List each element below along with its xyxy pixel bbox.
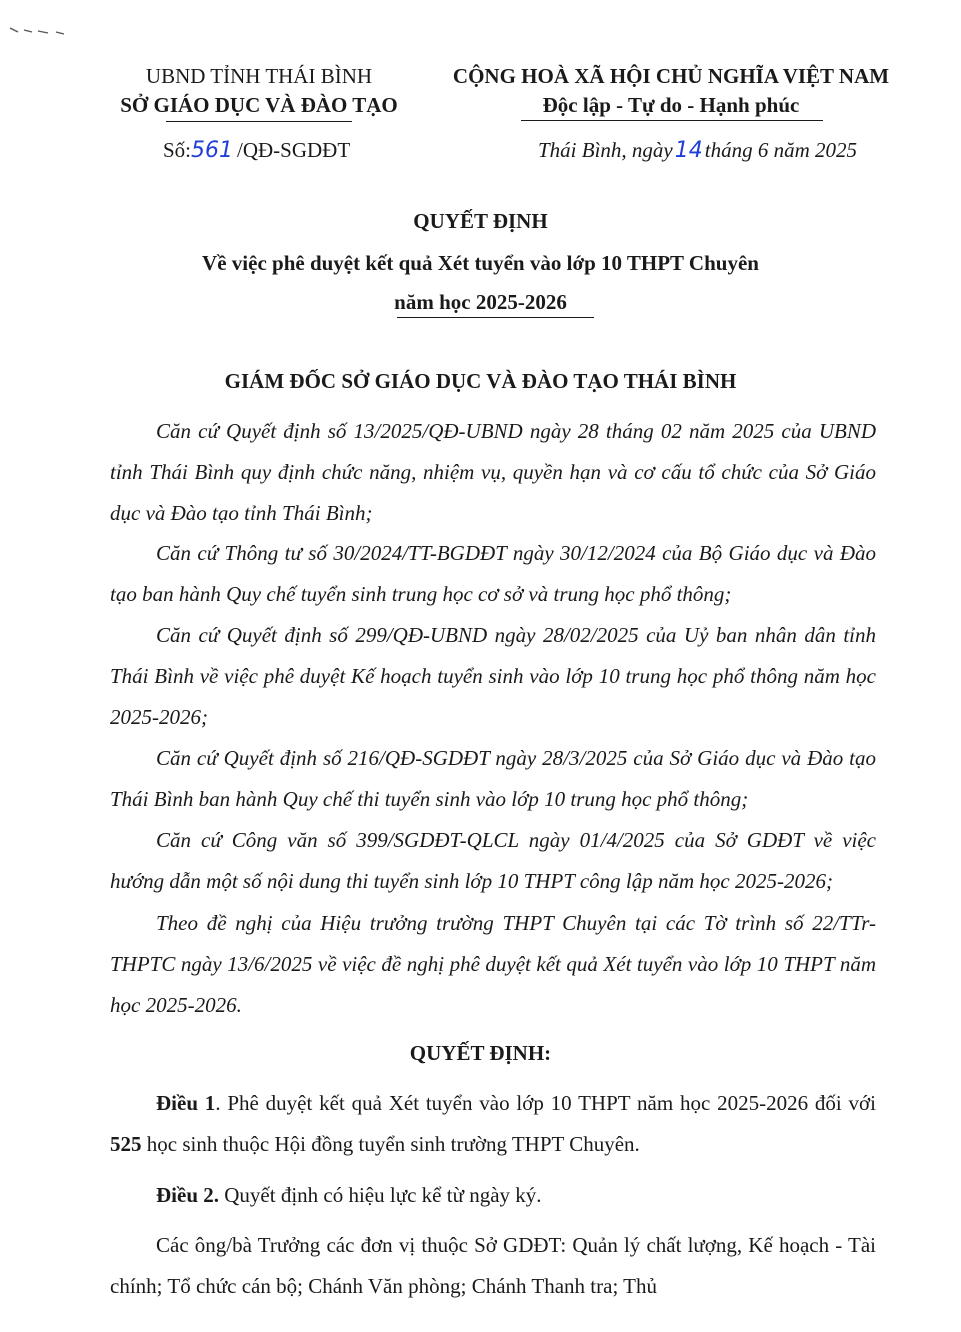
date-handwritten: 14 <box>674 138 703 163</box>
agency-parent: UBND TỈNH THÁI BÌNH <box>145 64 373 88</box>
document-number <box>163 138 350 163</box>
number-handwritten: 561 <box>191 138 234 163</box>
basis-6: Theo đề nghị của Hiệu trưởng trường THPT Chuyên tại các Tờ trình số 22/TTr-THPTC ngày 13/6/2025 về việc đề nghị phê duyệt kết quả Xét tuyển vào lớp 10 THPT năm học 2025-2026. <box>110 911 876 1017</box>
title-rule <box>397 317 594 318</box>
article-1 <box>110 1083 876 1165</box>
basis-1: Căn cứ Quyết định số 13/2025/QĐ-UBND ngày 28 tháng 02 năm 2025 của UBND tỉnh Thái Bình quy định chức năng, nhiệm vụ, quyền hạn và cơ cấu tổ chức của Sở Giáo dục và Đào tạo tỉnh Thái Bình; <box>110 419 876 525</box>
header-left-rule <box>166 121 352 122</box>
header-left <box>100 62 418 120</box>
basis-4: Căn cứ Quyết định số 216/QĐ-SGDĐT ngày 28/3/2025 của Sở Giáo dục và Đào tạo Thái Bình ban hành Quy chế thi tuyển sinh vào lớp 10 trung học phổ thông; <box>110 746 876 811</box>
decision-subject: Về việc phê duyệt kết quả Xét tuyển vào lớp 10 THPT Chuyên <box>202 251 759 275</box>
closing-paragraph: Các ông/bà Trưởng các đơn vị thuộc Sở GDĐT: Quản lý chất lượng, Kế hoạch - Tài chính; Tổ chức cán bộ; Chánh Văn phòng; Chánh Thanh tra; Thủ <box>110 1233 876 1298</box>
basis-5: Căn cứ Công văn số 399/SGDĐT-QLCL ngày 01/4/2025 của Sở GDĐT về việc hướng dẫn một số nội dung thi tuyển sinh lớp 10 THPT công lập năm học 2025-2026; <box>110 828 876 893</box>
article-1-label: Điều 1 <box>156 1091 216 1115</box>
decision-heading: QUYẾT ĐỊNH: <box>409 1041 552 1065</box>
scan-mark <box>8 20 68 40</box>
article-1-count: 525 <box>110 1132 142 1156</box>
article-1-text-a: . Phê duyệt kết quả Xét tuyển vào lớp 10 THPT năm học 2025-2026 đối với <box>215 1091 876 1115</box>
number-suffix: /QĐ-SGDĐT <box>237 138 351 162</box>
article-2-label: Điều 2. <box>156 1183 219 1207</box>
basis-2: Căn cứ Thông tư số 30/2024/TT-BGDĐT ngày 30/12/2024 của Bộ Giáo dục và Đào tạo ban hành Quy chế tuyển sinh trung học cơ sở và trung học phổ thông; <box>110 541 876 606</box>
header-right-rule <box>521 120 823 121</box>
date-suffix: tháng 6 năm 2025 <box>704 138 857 162</box>
decision-title: QUYẾT ĐỊNH <box>413 209 548 233</box>
header-right <box>440 62 902 120</box>
national-title: CỘNG HOÀ XÃ HỘI CHỦ NGHĨA VIỆT NAM <box>452 64 890 88</box>
article-1-text-b: học sinh thuộc Hội đồng tuyển sinh trường THPT Chuyên. <box>141 1132 640 1156</box>
authority-heading: GIÁM ĐỐC SỞ GIÁO DỤC VÀ ĐÀO TẠO THÁI BÌNH <box>224 369 737 393</box>
article-2 <box>110 1175 876 1216</box>
number-prefix: Số: <box>163 138 192 162</box>
basis-3: Căn cứ Quyết định số 299/QĐ-UBND ngày 28/02/2025 của Uỷ ban nhân dân tỉnh Thái Bình về việc phê duyệt Kế hoạch tuyển sinh vào lớp 10 trung học phổ thông năm học 2025-2026; <box>110 623 876 729</box>
national-motto: Độc lập - Tự do - Hạnh phúc <box>542 93 800 117</box>
article-2-text: Quyết định có hiệu lực kể từ ngày ký. <box>219 1183 542 1207</box>
decision-year: năm học 2025-2026 <box>394 290 567 314</box>
document-date <box>538 138 857 163</box>
date-prefix: Thái Bình, ngày <box>538 138 673 162</box>
agency-name: SỞ GIÁO DỤC VÀ ĐÀO TẠO <box>120 93 398 117</box>
